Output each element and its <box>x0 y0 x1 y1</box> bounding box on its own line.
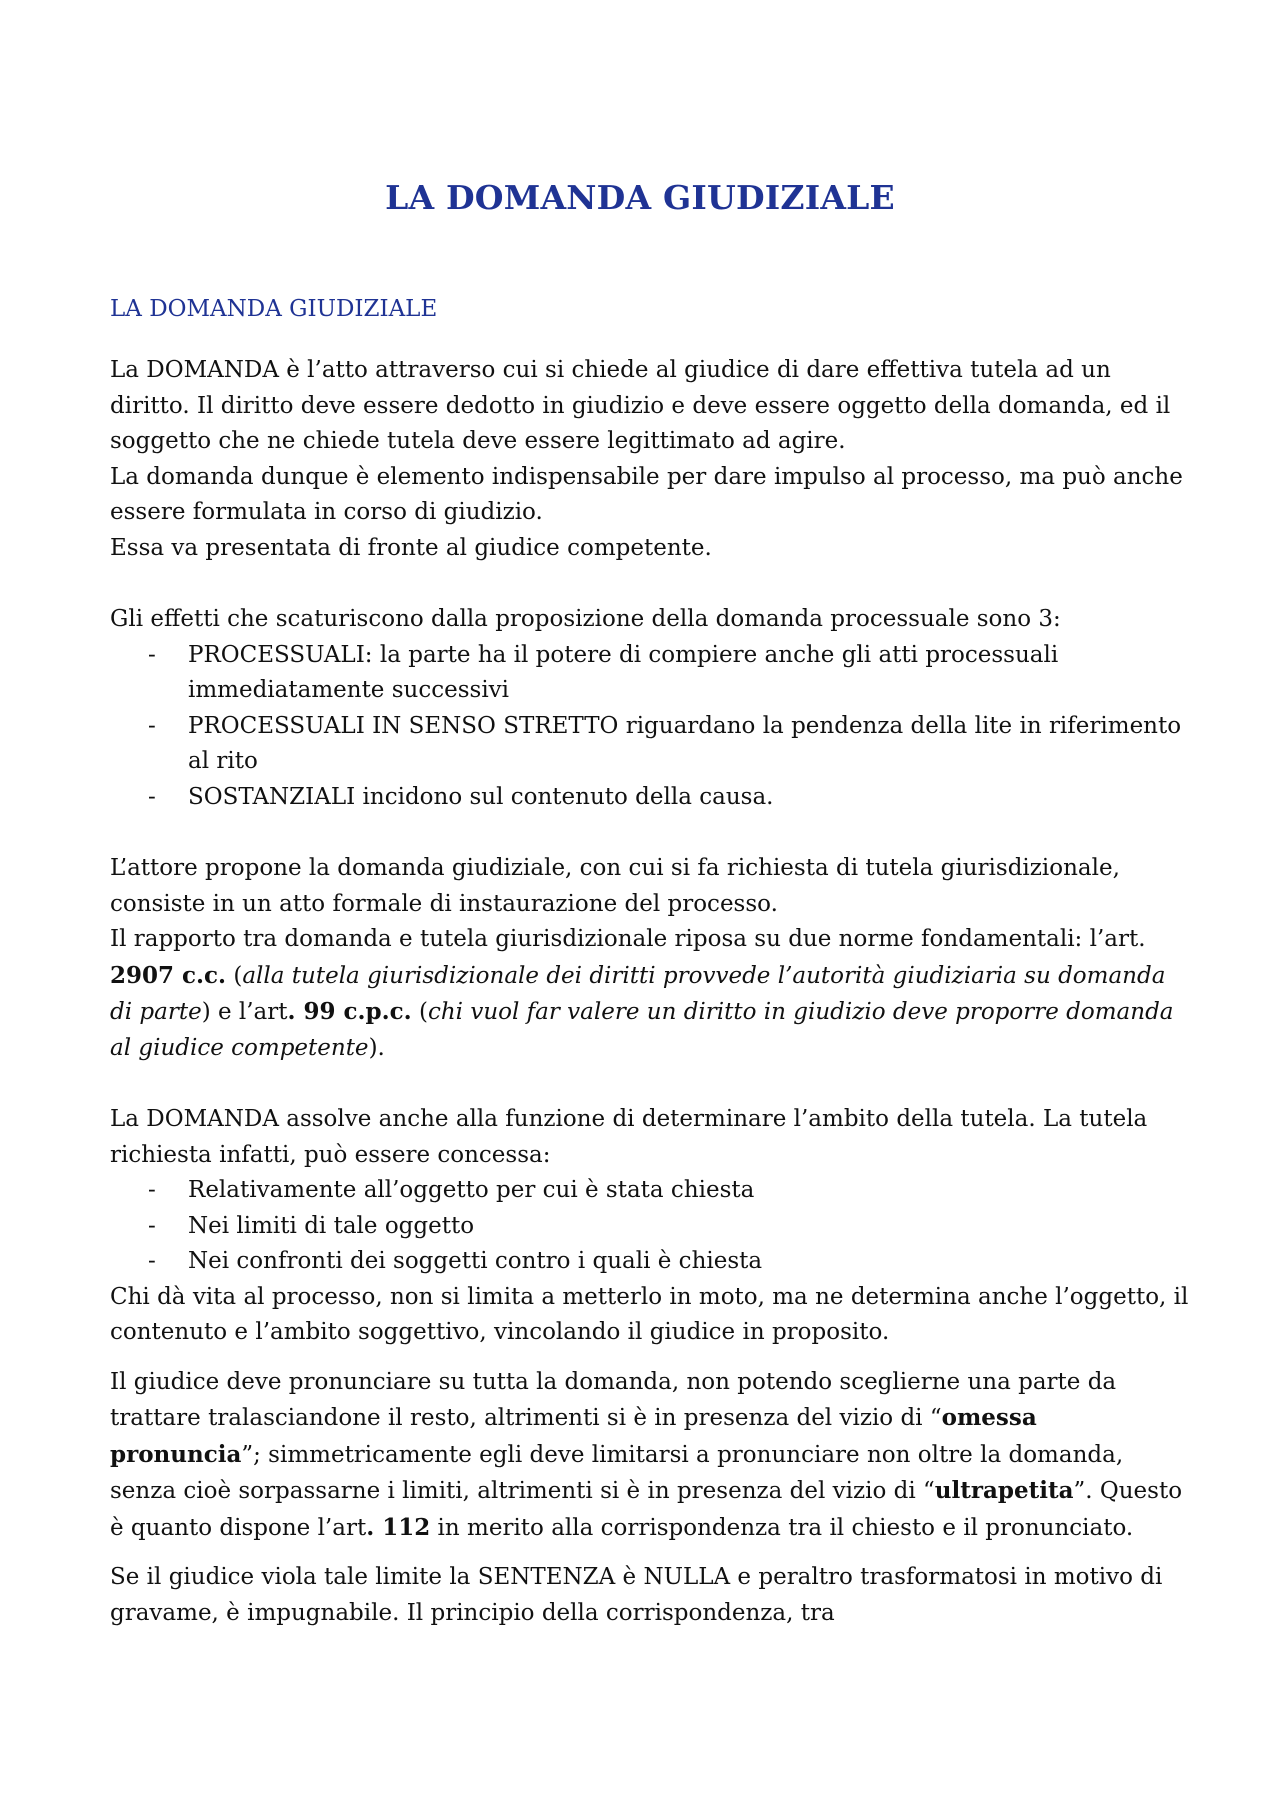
document-body <box>110 353 1190 1631</box>
paragraph-line: La DOMANDA è l’atto attraverso cui si chiede al giudice di dare effettiva tutela ad un diritto. Il diritto deve essere dedotto in giudizio e deve essere oggetto della domanda, ed il soggetto che ne chiede tutela deve essere legittimato ad agire. <box>110 357 1171 454</box>
text-run: Il rapporto tra domanda e tutela giurisdizionale riposa su due norme fondamentali: l’art. <box>110 926 1146 952</box>
paragraph-definition <box>110 353 1190 566</box>
tutela-list <box>110 1173 1190 1280</box>
text-run: ( <box>226 962 243 989</box>
list-item: - PROCESSUALI: la parte ha il potere di compiere anche gli atti processuali immediatamente successivi <box>148 638 1190 709</box>
paragraph-line: La domanda dunque è elemento indispensabile per dare impulso al processo, ma può anche essere formulata in corso di giudizio. <box>110 463 1183 525</box>
effects-intro: Gli effetti che scaturiscono dalla proposizione della domanda processuale sono 3: <box>110 606 1061 632</box>
text-run: in merito alla corrispondenza tra il chiesto e il pronunciato. <box>430 1514 1134 1541</box>
list-item: - PROCESSUALI IN SENSO STRETTO riguardano la pendenza della lite in riferimento al rito <box>148 709 1190 780</box>
article-ref: . 99 c.p.c. <box>287 998 412 1025</box>
article-ref: . 112 <box>366 1513 431 1541</box>
article-quote: alla tutela giurisdizionale dei diritti provvede l’autorità giudiziaria su domanda di parte <box>110 962 1166 1025</box>
section-heading: LA DOMANDA GIUDIZIALE <box>110 296 438 322</box>
text-run: ( <box>411 999 428 1025</box>
text-run: Il giudice deve pronunciare su tutta la domanda, non potendo sceglierne una parte da trattare tralasciandone il resto, altrimenti si è in presenza del vizio di “ <box>110 1368 1117 1431</box>
list-item: - Relativamente all’oggetto per cui è stata chiesta <box>148 1173 1190 1209</box>
effects-list <box>110 638 1190 816</box>
paragraph-line: Essa va presentata di fronte al giudice competente. <box>110 534 712 561</box>
list-item: - SOSTANZIALI incidono sul contenuto della causa. <box>148 780 1190 816</box>
tutela-intro: La DOMANDA assolve anche alla funzione di determinare l’ambito della tutela. La tutela richiesta infatti, può essere concessa: <box>110 1106 1148 1168</box>
text-run: ) e l’art <box>201 999 288 1025</box>
text-run: ”; simmetricamente egli deve limitarsi a pronunciare non oltre la domanda, senza cioè sorpassarne i limiti, altrimenti si è in presenza del vizio di “ <box>110 1441 1124 1504</box>
paragraph-pronuncia <box>110 1365 1190 1547</box>
list-item: - Nei confronti dei soggetti contro i quali è chiesta <box>148 1244 1190 1280</box>
article-ref: 2907 c.c. <box>110 961 227 989</box>
emphasis-term: ultrapetita <box>934 1477 1074 1504</box>
document-title: LA DOMANDA GIUDIZIALE <box>385 178 895 217</box>
list-item: - Nei limiti di tale oggetto <box>148 1209 1190 1245</box>
article-quote: chi vuol far valere un diritto in giudizio deve proporre domanda al giudice competente <box>110 999 1174 1061</box>
paragraph-attore <box>110 851 1190 1066</box>
text-run: ). <box>368 1034 385 1061</box>
text-run: ”. Questo è quanto dispone l’art <box>110 1478 1183 1541</box>
paragraph-line: L’attore propone la domanda giudiziale, con cui si fa richiesta di tutela giurisdizionale, consiste in un atto formale di instaurazione del processo. <box>110 855 1120 917</box>
paragraph-sentenza: Se il giudice viola tale limite la SENTENZA è NULLA e peraltro trasformatosi in motivo di gravame, è impugnabile. Il principio della corrispondenza, tra <box>110 1564 1163 1626</box>
emphasis-term: omessa pronuncia <box>110 1404 1037 1468</box>
tutela-outro: Chi dà vita al processo, non si limita a metterlo in moto, ma ne determina anche l’oggetto, il contenuto e l’ambito soggettivo, vincolando il giudice in proposito. <box>110 1283 1189 1345</box>
